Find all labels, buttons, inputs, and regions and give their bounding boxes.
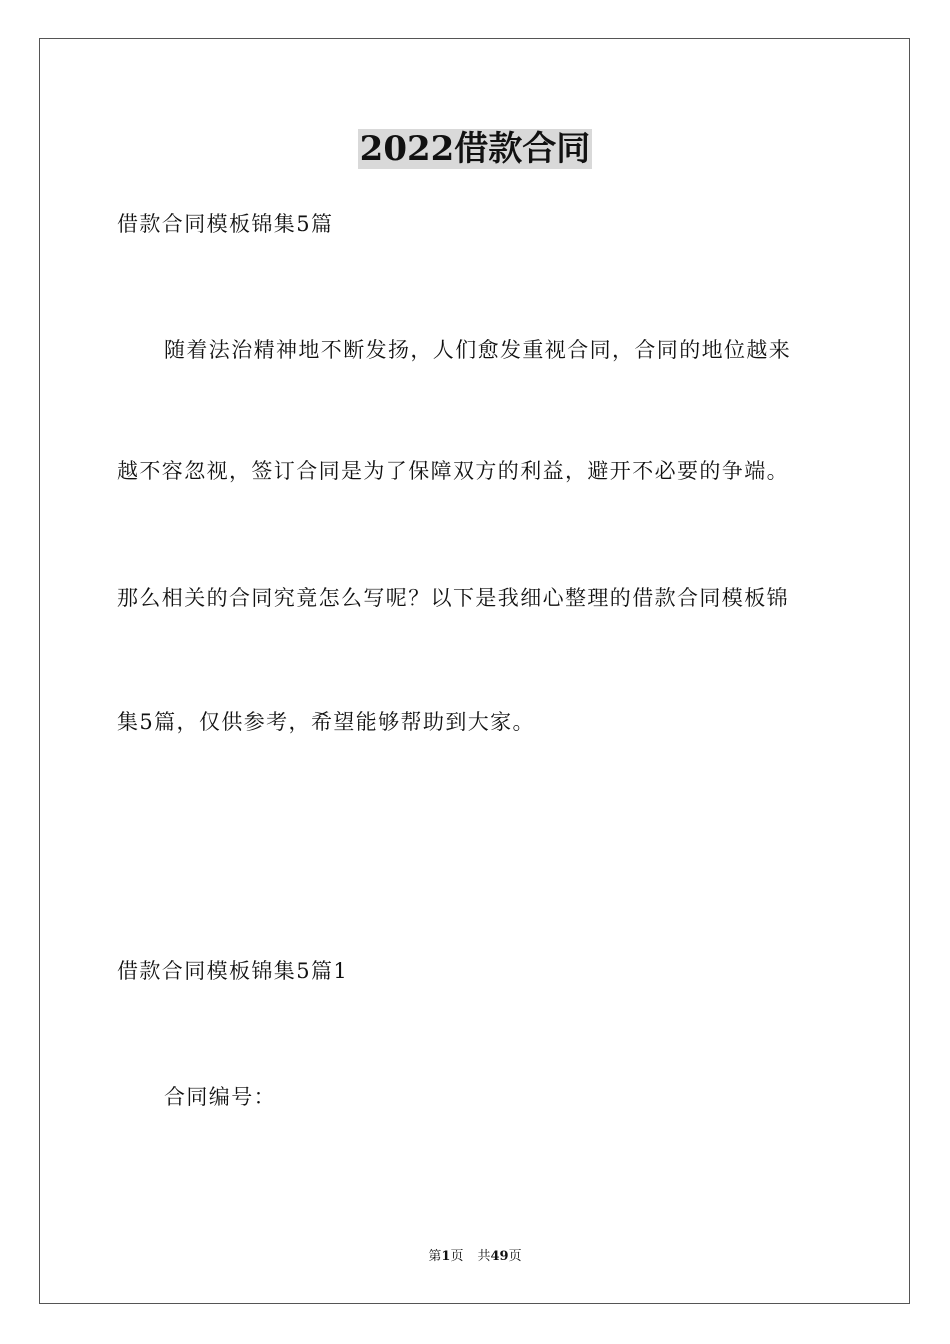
footer-total-suffix: 页 [508, 1249, 522, 1264]
intro-line-3: 那么相关的合同究竟怎么写呢？以下是我细心整理的借款合同模板锦 [117, 586, 789, 610]
footer-total-prefix: 共 [477, 1249, 491, 1264]
document-title-text: 2022借款合同 [359, 129, 591, 169]
section-heading: 借款合同模板锦集5篇1 [117, 959, 349, 983]
document-subtitle: 借款合同模板锦集5篇 [117, 212, 334, 236]
document-title [0, 128, 950, 170]
intro-line-4: 集5篇，仅供参考，希望能够帮助到大家。 [117, 710, 535, 734]
contract-number-label: 合同编号： [164, 1085, 276, 1109]
page-footer [0, 1248, 950, 1266]
intro-line-1: 随着法治精神地不断发扬，人们愈发重视合同，合同的地位越来 [164, 338, 792, 362]
intro-line-2: 越不容忽视，签订合同是为了保障双方的利益，避开不必要的争端。 [117, 459, 789, 483]
footer-page-number: 1 [441, 1249, 451, 1264]
footer-total-pages: 49 [490, 1249, 509, 1264]
footer-page-prefix: 第 [428, 1249, 442, 1264]
footer-page-suffix: 页 [450, 1249, 464, 1264]
